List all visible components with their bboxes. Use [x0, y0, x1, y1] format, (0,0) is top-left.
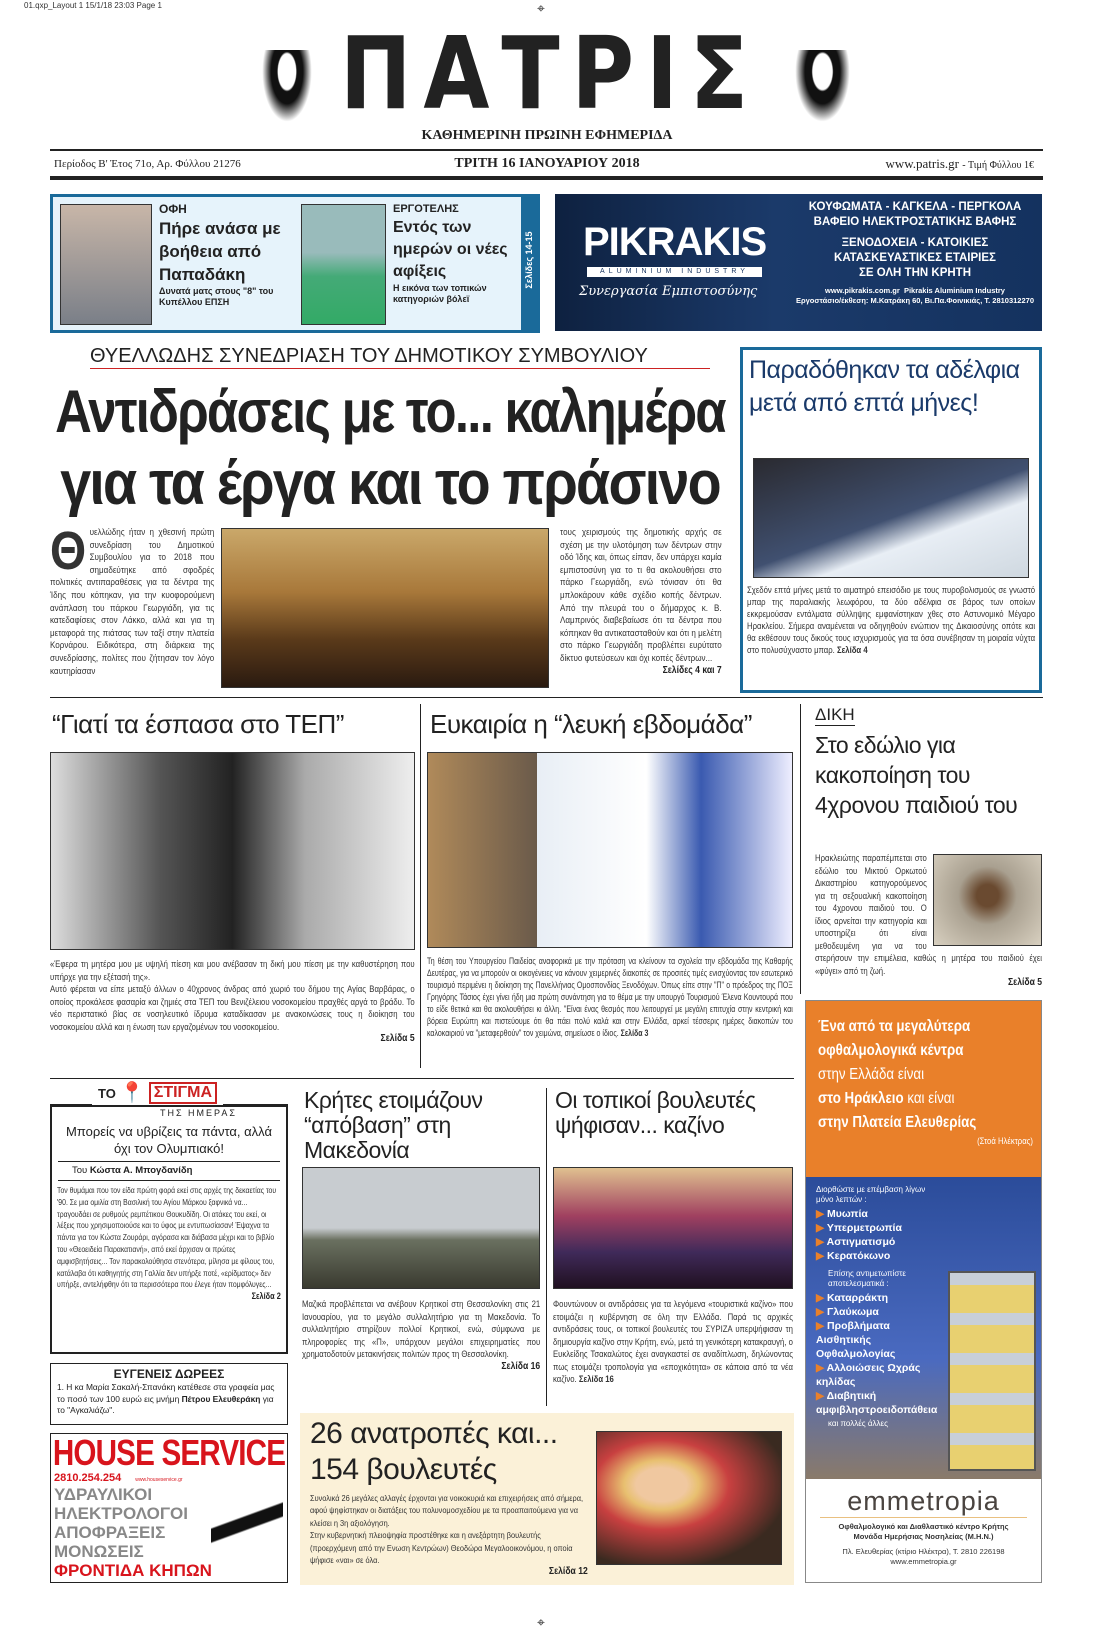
building-icon: [948, 1271, 1036, 1471]
masthead-subtitle: ΚΑΘΗΜΕΡΙΝΗ ΠΡΩΙΝΗ ΕΦΗΜΕΡΙΔΑ: [421, 128, 673, 143]
casino-photo: [553, 1167, 793, 1289]
byline: Του Κώστα Α. Μπογδανίδη: [58, 1161, 280, 1181]
ad-line: στο Ηράκλειο: [818, 1090, 904, 1107]
trial-headline[interactable]: Στο εδώλιο για κακοποίηση του 4χρονου παιδιού του: [815, 732, 1018, 818]
stigma-body: Τον θυμάμαι που τον είδα πρώτη φορά εκεί στις αρχές της δεκαετίας του '90. Σε μια ομιλία στη Βασιλική του Αγίου Μάρκου ξαφνικά να... τραγουδάει σε ρυθμούς ρεμπέτικου Θουκυδίδη. Οι ατάκες του εκεί, οι λέξεις που χρησιμοποιούσε και το ύφος με εντυπωσίασαν! Έψαχνα τα πάντα για τον Κώστα Ζουράρι, αγόρασα και διάβασα μέχρι και το βιβλίο του «Θεοειδεία Παρακατιανή», από εκεί άρχισαν οι πρώτες αμφισβητήσεις... Τον παρακολούθησα στενότερα, μίλησα με φίλους του, κατάλαβα ότι καθηγητής στη Γαλλία δεν υπήρξε ποτέ, «ερίδματος» δεν υπήρξε, αντελήφθην ότι τα περισσότερα που έλεγε ήταν πομφόλυγες... Σελίδα 2: [57, 1185, 281, 1302]
ad-line: (Στοά Ηλέκτρας): [977, 1136, 1033, 1146]
emmetropia-logo: emmetropia: [820, 1485, 1027, 1518]
service-item: ΥΔΡΑΥΛΙΚΟΙ: [54, 1485, 153, 1504]
macedonia-page-ref[interactable]: Σελίδα 16: [501, 1360, 541, 1372]
sports-item-ergotelis[interactable]: [393, 202, 517, 305]
masthead-right: [885, 156, 1034, 172]
map-pin-icon: 📍: [119, 1082, 145, 1104]
lead-headline[interactable]: [50, 376, 730, 520]
workers-roof-icon: [211, 1490, 283, 1558]
website-link[interactable]: www.patris.gr: [885, 156, 959, 171]
print-slug: 01.qxp_Layout 1 15/1/18 23:03 Page 1: [24, 1, 162, 10]
stigma-to: ΤΟ: [98, 1085, 116, 1101]
white-week-body: Τη θέση του Υπουργείου Παιδείας αναφορικά με την πρόταση να κλείνουν τα σχολεία την εβδομάδα της Καθαρής Δευτέρας, για να μπορούν οι οικογένειες να κάνουν χειμερινές διακοπές σε προσιτές τιμές ενισχύοντας τον εσωτερικό τουρισμό περιμένει η διοίκηση της Πανελλήνιας Ομοσπονδίας Ξενοδόχων. Όπως είπε στην "Π" ο πρόεδρος της ΠΟΞ Γρηγόρης Τάσιος έχει γίνει ήδη μια πρώτη συνάντηση για το θέμα με την υπουργό Τουρισμού Έλενα Κουντουρά που το είδε θετικά και θα ακολουθήσει κι άλλη. "Είναι ένας θεσμός που λειτουργεί με μεγάλη επιτυχία στην κεντρική και βόρεια Ευρώπη και πιστεύουμε ότι θα πάει πολύ καλά και στην Ελλάδα, αρκεί τέσσερις ημέρες διακοπών του καλοκαιριού να "μεταφερθούν" τον χειμώνα, σημείωσε ο ίδιος. Σελίδα 3: [427, 956, 793, 1038]
ad-list-item: ▶ Καταρράκτη: [816, 1292, 889, 1304]
ad-line: ΞΕΝΟΔΟΧΕΙΑ - ΚΑΤΟΙΚΙΕΣ: [841, 237, 989, 249]
ad-line: Ένα από τα μεγαλύτερα: [818, 1018, 971, 1035]
service-item: ΗΛΕΚΤΡΟΛΟΓΟΙ: [54, 1504, 188, 1523]
reforms-box: [300, 1413, 794, 1585]
ad-facebook: Pikrakis Aluminium Industry: [903, 286, 1005, 295]
headline-line: για τα έργα και το πράσινο: [60, 449, 720, 518]
casino-body: Φουντώνουν οι αντιδράσεις για τα λεγόμενα «τουριστικά καζίνο» που ετοιμάζει η κυβέρνηση σε όλη την Ελλάδα. Παρά τις αρχικές αντιδράσεις τους, οι τοπικοί βουλευτές του ΣΥΡΙΖΑ υπερψήφισαν τη δημιουργία καζίνο στην Κρήτη, ενώ, μετά τη γενικότερη κατακραυγή, ο Ευκλείδης Τσακαλώτος έχει αναγκαστεί σε αναδίπλωση, δηλώνοντας πως ετοιμάζει τροπολογία για «εποχικότητα» σε κάποια από τα νέα καζίνο. Σελίδα 16: [553, 1299, 793, 1384]
ad-list-item: ▶ Υπερμετρωπία: [816, 1222, 902, 1234]
stigma-page-ref[interactable]: Σελίδα 2: [251, 1291, 281, 1302]
lead-page-ref[interactable]: Σελίδες 4 και 7: [662, 664, 722, 676]
ad-list-item: ▶ Κερατόκωνο: [816, 1250, 891, 1262]
stigma-box: [50, 1082, 288, 1354]
tep-page-ref[interactable]: Σελίδα 5: [380, 1033, 415, 1044]
mp-photo: [596, 1431, 782, 1565]
service-item: ΜΟΝΩΣΕΙΣ: [54, 1542, 144, 1561]
crop-mark-icon: ⌖: [537, 1614, 545, 1630]
house-footer: ΦΡΟΝΤΙΔΑ ΚΗΠΩΝ: [54, 1561, 212, 1580]
portrait-left-icon: [262, 50, 312, 122]
ad-list-item: ▶ Διαβητική αμφιβληστροειδοπάθεια: [816, 1390, 938, 1416]
siblings-body: Σχεδόν επτά μήνες μετά το αιματηρό επεισόδιο με τους πυροβολισμούς σε γνωστό μπαρ της παραλιακής λεωφόρου, τα δύο αδέλφια σε βάρος των οποίων εκκρεμούσαν εντάλματα σύλληψης εμφανίστηκαν χθες στο Αστυνομικό Μέγαρο Ηρακλείου. Σήμερα αναμένεται να οδηγηθούν ενώπιον της Δικαιοσύνης οπότε και θα εκθέσουν τους δικούς τους ισχυρισμούς για τα όσα συνέβησαν τη μοιραία νύχτα στο πολυσύχναστο μπαρ. Σελίδα 4: [747, 585, 1036, 655]
siblings-headline[interactable]: Παραδόθηκαν τα αδέλφια μετά από επτά μήνες!: [749, 356, 1020, 417]
pikrakis-tag: ALUMINIUM INDUSTRY: [587, 267, 762, 277]
ad-web: www.pikrakis.com.gr: [825, 286, 900, 295]
kicker: ΕΡΓΟΤΕΛΗΣ: [393, 203, 459, 215]
issue-info: Περίοδος Β' Έτος 71ο, Αρ. Φύλλου 21276: [54, 158, 241, 170]
subheadline: Η εικόνα των τοπικών κατηγοριών βόλεϊ: [393, 283, 487, 304]
headline: Πήρε ανάσα με βοήθεια από Παπαδάκη: [159, 219, 281, 284]
ad-line: στην Ελλάδα είναι: [818, 1066, 925, 1083]
page-ref[interactable]: Σελίδα 16: [578, 1374, 614, 1384]
ad-intro: Επίσης αντιμετωπίστε αποτελεσματικά :: [828, 1269, 906, 1288]
ad-web[interactable]: www.emmetropia.gr: [890, 1557, 957, 1566]
reforms-body: Συνολικά 26 μεγάλες αλλαγές έρχονται για νοικοκυριά και επιχειρήσεις από σήμερα, αφού ψηφίστηκαν οι διατάξεις του πολυνομοσχεδίου με τα προαπαιτούμενα για να κλείσει η 3η αξιολόγηση. Στην κυβερνητική πλειοψηφία προστέθηκε και η ανεξάρτητη βουλευτής (προερχόμενη από την Ενωση Κεντρώων) Θεοδώρα Μεγαλοοικονόμου, η οποία ψήφισε «ναι» σε όλα. Σελίδα 12: [310, 1493, 588, 1578]
trial-page-ref[interactable]: Σελίδα 5: [1007, 977, 1043, 988]
casino-headline[interactable]: Οι τοπικοί βουλευτές ψήφισαν... καζίνο: [555, 1087, 756, 1138]
house-web: www.houseservice.gr: [135, 1477, 183, 1483]
ad-line: ΣΕ ΟΛΗ ΤΗΝ ΚΡΗΤΗ: [858, 267, 971, 279]
lead-body-col1: Θυελλώδης ήταν η χθεσινή πρώτη συνεδρίαση του Δημοτικού Συμβουλίου για το 2018 που σημαδεύτηκε από σφοδρές πολιτικές αντιπαραθέσεις για τα δέντρα της Ίδης που κόπηκαν, για την κυοφορούμενη ανάπλαση του πάρκου Γεωργιάδη, για τις κατεδαφίσεις στον Λάκκο, αλλά και για τη μεταφορά της πιάτσας των ταξί στην πλατεία Κορνάρου. Ειδικότερα, στη διάρκεια της συνεδρίασης, πολίτες που ζήτησαν τον λόγο καυτηρίασαν: [50, 521, 215, 676]
house-phone: 2810.254.254: [54, 1472, 122, 1484]
macedonia-headline[interactable]: Κρήτες ετοιμάζουν “απόβαση” στη Μακεδονία: [304, 1087, 483, 1163]
dropcap: Θ: [50, 521, 87, 581]
ad-list-item: ▶ Γλαύκωμα: [816, 1306, 879, 1318]
ad-list-item: ▶ Αλλοιώσεις Ωχράς κηλίδας: [816, 1362, 921, 1388]
house-brand: HOUSE SERVICE: [52, 1433, 286, 1473]
donations-box: ΕΥΓΕΝΕΙΣ ΔΩΡΕΕΣ 1. Η κα Μαρία Σακαλή-Σπανάκη κατέθεσε στα γραφεία μας το ποσό των 100 ευρώ εις μνήμη Πέτρου Ελευθεράκη για το "Αγκαλιάζω".: [50, 1363, 288, 1425]
ad-detail: Μονάδα Ημερήσιας Νοσηλείας (Μ.Η.Ν.): [853, 1532, 994, 1541]
macedonia-body: Μαζικά προβλέπεται να ανέβουν Κρητικοί στη Θεσσαλονίκη στις 21 Ιανουαρίου, για το μεγάλο συλλαλητήριο για τη Μακεδονία. Το συλλαλητήριο στηρίζουν πολλοί Κρητικοί, ενώ, σύμφωνα με πληροφορίες της «Π», υπάρχουν μεγάλοι επιχειρηματίες που χρηματοδοτούν μετακινήσεις πολιτών προς τη Θεσσαλονίκη. Σελίδα 16: [302, 1299, 541, 1372]
white-week-headline[interactable]: Ευκαιρία η “λευκή εβδομάδα”: [430, 709, 752, 739]
ad-more: και πολλές άλλες: [828, 1419, 888, 1428]
page-ref[interactable]: Σελίδα 3: [620, 1028, 649, 1038]
ad-list-item: ▶ Μυωπία: [816, 1208, 868, 1220]
ad-list-item: ▶ Αστιγματισμό: [816, 1236, 896, 1248]
ad-detail: Πλ. Ελευθερίας (κτίριο Ηλέκτρα), Τ. 2810 226198: [842, 1547, 1005, 1556]
ad-address: Εργοστάσιο/έκθεση: Μ.Κατράκη 60, Βι.Πα.Φοινικιάς, Τ. 2810312270: [795, 296, 1034, 305]
reforms-headline[interactable]: 154 βουλευτές: [310, 1453, 497, 1486]
police-car-photo: [753, 458, 1029, 578]
lead-body-col2: τους χειρισμούς της δημοτικής αρχής σε σχέση με την υλοτόμηση των δέντρων στην οδό Ίδης και, όπως είπαν, δεν υπάρχει καμία εμπιστοσύνη για το τι θα ακολουθήσει στο πάρκο Γεωργιάδη, ενώ τόνισαν ότι θα μπλοκάρουν κάθε σχέδιο κοπής δέντρων. Από την πλευρά του ο δήμαρχος κ. Β. Λαμπρινός διαβεβαίωσε ότι τα δέντρα που κόπηκαν θα αντικατασταθούν και ότι η μελέτη στο πάρκο Γεωργιάδη προβλέπει ευρύτατο δίκτυο φυτεύσεων και όχι κοπές δέντρων... Σελίδες 4 και 7: [560, 526, 722, 676]
portrait-right-icon: [795, 50, 850, 122]
ad-list-item: ▶ Προβλήματα Αισθητικής Οφθαλμολογίας: [816, 1320, 896, 1360]
page-ref[interactable]: Σελίδα 4: [836, 645, 868, 655]
white-tower-photo: [302, 1167, 540, 1289]
stigma-headline[interactable]: Μπορείς να υβρίζεις τα πάντα, αλλά όχι τον Ολυμπιακό!: [66, 1124, 272, 1156]
tep-body: «Έφερα τη μητέρα μου με υψηλή πίεση και μου ανέβασαν τη δική μου πίεση με την καθυστέρηση που υπήρχε για την εξέτασή της». Αυτό φέρεται να είπε μεταξύ άλλων ο 40χρονος άνδρας από χωριό του δήμου της Αγίας Βαρβάρας, ο οποίος προκάλεσε φασαρία και ζημιές στα ΤΕΠ του Βενιζέλειου νοσοκομείου πραχθές αργά το βράδυ. Το νέο περιστατικό βίας σε νοσηλευτικό ίδρυμα καταδίκασαν με ανακοινώσεις τους η διοίκηση του νοσοκομείου αλλά και η ένωση των εργαζομένων του νοσοκομείου. Σελίδα 5: [50, 959, 415, 1044]
hospital-photo: [50, 752, 415, 950]
ad-line: ΒΑΦΕΙΟ ΗΛΕΚΤΡΟΣΤΑΤΙΚΗΣ ΒΑΦΗΣ: [813, 216, 1017, 228]
pikrakis-ad[interactable]: [555, 194, 1042, 331]
ad-line: ΚΑΤΑΣΚΕΥΑΣΤΙΚΕΣ ΕΤΑΙΡΙΕΣ: [834, 252, 996, 264]
issue-date: ΤΡΙΤΗ 16 ΙΑΝΟΥΑΡΙΟΥ 2018: [454, 156, 640, 171]
pikrakis-slogan: Συνεργασία Εμπιστοσύνης: [579, 284, 758, 299]
masthead-title-wrap: [339, 15, 761, 132]
ofi-photo: [60, 204, 152, 325]
sports-pages: Σελίδες 14-15: [524, 231, 534, 289]
pikrakis-logo: PIKRAKIS: [583, 220, 767, 264]
siblings-box: [740, 347, 1042, 693]
ad-detail: Οφθαλμολογικό και Διαθλαστικό κέντρο Κρήτης: [838, 1522, 1009, 1531]
reforms-page-ref[interactable]: Σελίδα 12: [548, 1566, 588, 1578]
white-week-photo: [427, 752, 793, 948]
headline: Εντός των ημερών οι νέες αφίξεις: [393, 219, 508, 280]
service-item: ΑΠΟΦΡΑΞΕΙΣ: [54, 1523, 166, 1542]
house-service-ad[interactable]: [50, 1433, 288, 1583]
lead-kicker: ΘΥΕΛΛΩΔΗΣ ΣΥΝΕΔΡΙΑΣΗ ΤΟΥ ΔΗΜΟΤΙΚΟΥ ΣΥΜΒΟΥΛΙΟΥ: [90, 344, 710, 369]
trial-kicker: ΔΙΚΗ: [815, 705, 855, 724]
crop-mark-icon: ⌖: [537, 0, 545, 16]
subheadline: Δυνατά ματς στους "8" του Κυπέλλου ΕΠΣΗ: [159, 286, 274, 307]
ad-line: ΚΟΥΦΩΜΑΤΑ - ΚΑΓΚΕΛΑ - ΠΕΡΓΚΟΛΑ: [808, 201, 1022, 213]
ad-intro: Διορθώστε με επέμβαση λίγων μόνο λεπτών :: [816, 1185, 926, 1204]
sports-item-ofi[interactable]: [159, 202, 294, 308]
tep-headline[interactable]: “Γιατί τα έσπασα στο ΤΕΠ”: [52, 709, 344, 739]
trial-body: Ηρακλειώτης παραπέμπεται στο εδώλιο του Μικτού Ορκωτού Δικαστηρίου κατηγορούμενος για τη σεξουαλική κακοποίηση του 4χρονου παιδιού του. Ο ίδιος αρνείται την κατηγορία και υποστηρίζει ότι είναι μεθοδευμένη για να του στερήσουν την επιμέλεια, καθώς η μητέρα του παιδιού έχει «φύγει» από τη ζωή. Σελίδα 5: [815, 853, 1043, 988]
masthead-title: ΠΑΤΡΙΣ: [339, 15, 761, 132]
kicker: ΟΦΗ: [159, 202, 187, 216]
stigma-sub: ΤΗΣ ΗΜΕΡΑΣ: [160, 1108, 237, 1118]
ergotelis-photo: [301, 204, 386, 325]
ad-line: οφθαλμολογικά κέντρα: [818, 1042, 964, 1059]
emmetropia-ad[interactable]: Ένα από τα μεγαλύτερα οφθαλμολογικά κέντρα στην Ελλάδα είναι στο Ηράκλειο και είναι στην Πλατεία Ελευθερίας (Στοά Ηλέκτρας) Διορθώστε με επέμβαση λίγων μόνο λεπτών : ▶ Μυωπία ▶ Υπερμετρωπία ▶ Αστιγματισμό ▶ Κερατόκωνο Επίσης αντιμετωπίστε αποτελεσματικά : ▶ Καταρράκτη ▶ Γλαύκωμα ▶ Προβλήματα Αισθητικής Οφθαλμολογίας ▶ Αλλοιώσεις Ωχράς κηλίδας ▶ Διαβητική αμφιβληστροειδοπάθεια και πολλές άλλες emmetropia Οφθαλμολογικό και Διαθλαστικό κέντρο Κρήτης Μονάδα Ημερήσιας Νοσηλείας (Μ.Η.Ν.) Πλ. Ελευθερίας (κτίριο Ηλέκτρα), Τ. 2810 226198 www.emmetropia.gr: [805, 1000, 1042, 1583]
donations-title: ΕΥΓΕΝΕΙΣ ΔΩΡΕΕΣ: [113, 1367, 225, 1381]
reforms-headline[interactable]: 26 ανατροπές και...: [310, 1417, 558, 1450]
headline-line: Αντιδράσεις με το... καλημέρα: [55, 378, 725, 445]
council-photo: [221, 528, 549, 688]
sports-box: [50, 194, 540, 333]
price: - Τιμή Φύλλου 1€: [962, 160, 1034, 171]
stigma-word: ΣΤΙΓΜΑ: [149, 1082, 217, 1104]
ad-line: στην Πλατεία Ελευθερίας: [818, 1114, 977, 1131]
